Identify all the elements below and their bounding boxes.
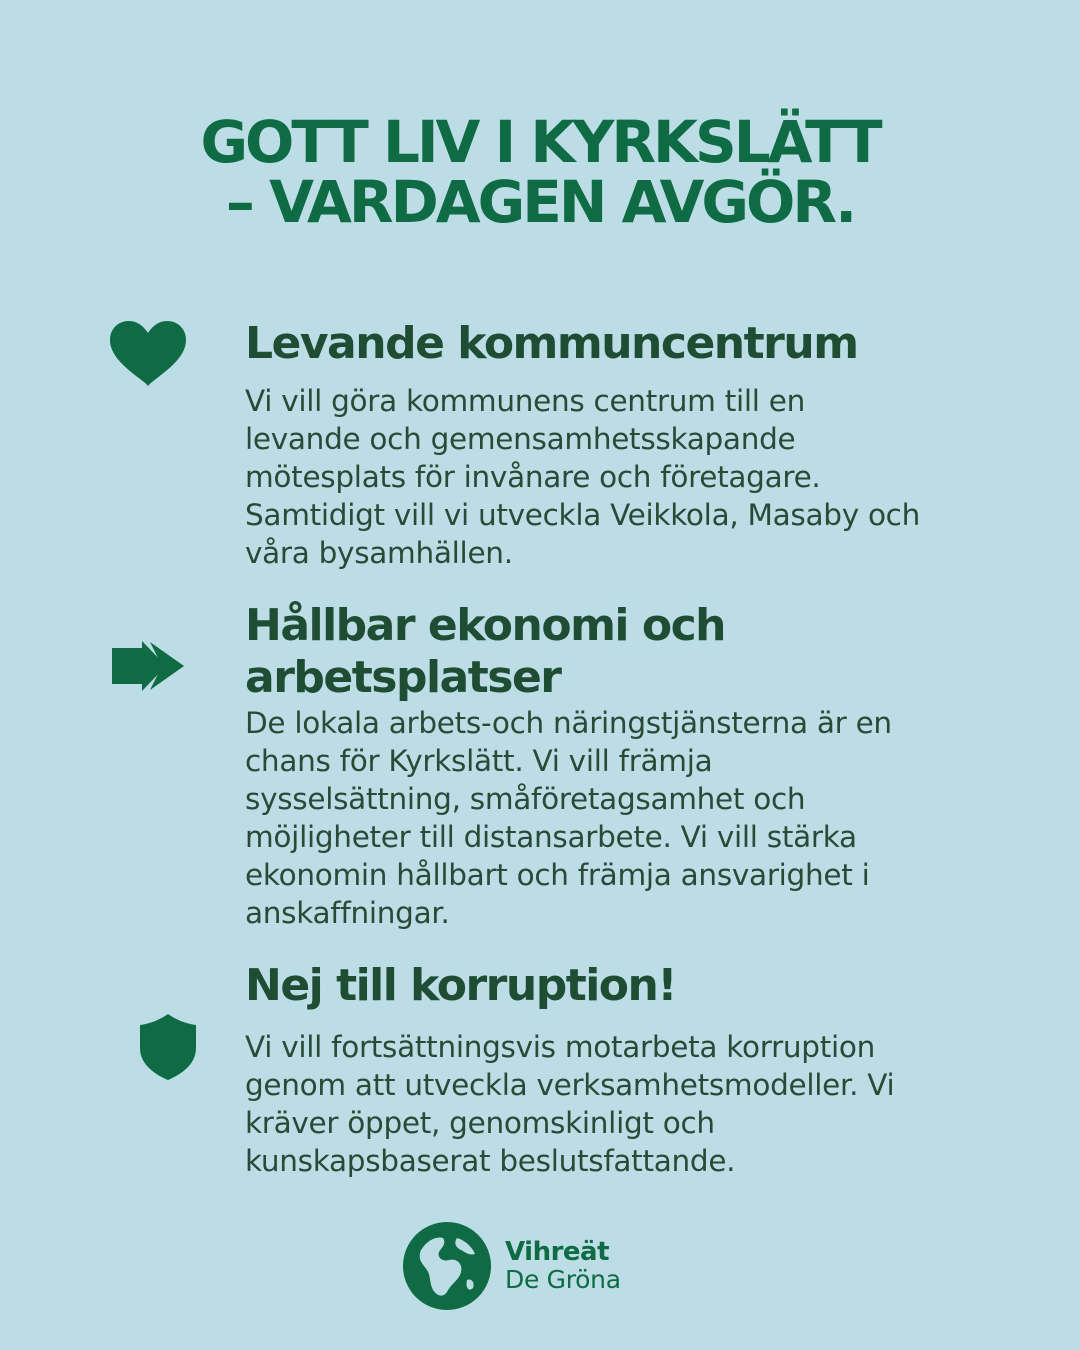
section-body-line: chans för Kyrkslätt. Vi vill främja xyxy=(245,744,713,778)
section-body-line: genom att utveckla verksamhetsmodeller. Vi xyxy=(245,1068,895,1102)
section-body-line: kräver öppet, genomskinligt och xyxy=(245,1106,715,1140)
section-heading-line: arbetsplatser xyxy=(245,652,561,703)
section-body xyxy=(245,704,1005,932)
section-body xyxy=(245,382,1005,572)
logo-line-2: De Gröna xyxy=(505,1265,621,1294)
section-body-line: mötesplats för invånare och företagare. xyxy=(245,460,821,494)
section-heading xyxy=(245,960,1005,1012)
party-logo xyxy=(403,1222,663,1310)
section-body xyxy=(245,1028,1005,1180)
section-body-line: Vi vill göra kommunens centrum till en xyxy=(245,384,805,418)
section-levande-kommuncentrum xyxy=(245,318,1005,572)
section-body-line: sysselsättning, småföretagsamhet och xyxy=(245,782,806,816)
section-heading-line: Nej till korruption! xyxy=(245,960,676,1011)
section-heading-line: Levande kommuncentrum xyxy=(245,318,858,369)
section-body-line: våra bysamhällen. xyxy=(245,536,513,570)
section-body-line: möjligheter till distansarbete. Vi vill stärka xyxy=(245,820,857,854)
section-heading xyxy=(245,318,1005,370)
section-body-line: ekonomin hållbart och främja ansvarighet i xyxy=(245,858,870,892)
section-hallbar-ekonomi xyxy=(245,600,1005,932)
section-heading xyxy=(245,600,1005,704)
logo-line-1: Vihreät xyxy=(505,1237,610,1267)
section-body-line: Vi vill fortsättningsvis motarbeta korruption xyxy=(245,1030,876,1064)
section-body-line: anskaffningar. xyxy=(245,896,450,930)
page-title xyxy=(0,108,1080,236)
double-arrow-icon xyxy=(110,640,186,692)
globe-icon xyxy=(403,1222,491,1314)
heart-icon xyxy=(108,320,188,388)
logo-wordmark xyxy=(505,1238,621,1294)
section-body-line: De lokala arbets-och näringstjänsterna är en xyxy=(245,706,892,740)
section-body-line: levande och gemensamhetsskapande xyxy=(245,422,796,456)
section-body-line: kunskapsbaserat beslutsfattande. xyxy=(245,1144,736,1178)
section-heading-line: Hållbar ekonomi och xyxy=(245,600,725,651)
page-title-line-1: GOTT LIV I KYRKSLÄTT xyxy=(200,108,880,176)
section-nej-till-korruption xyxy=(245,960,1005,1180)
shield-icon xyxy=(138,1012,198,1082)
page-title-line-2: – VARDAGEN AVGÖR. xyxy=(225,168,855,236)
section-body-line: Samtidigt vill vi utveckla Veikkola, Masaby och xyxy=(245,498,921,532)
